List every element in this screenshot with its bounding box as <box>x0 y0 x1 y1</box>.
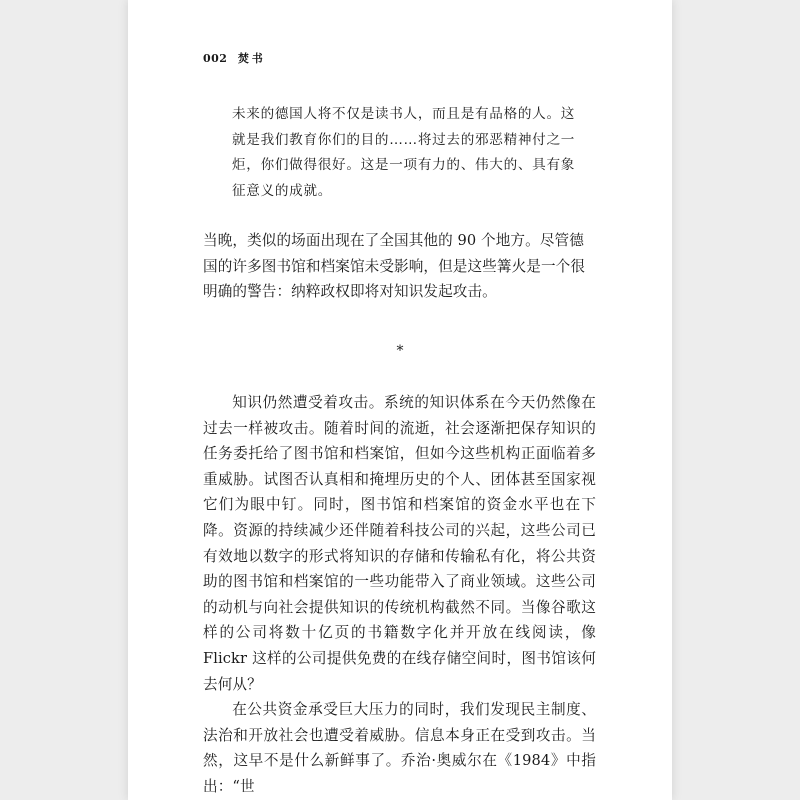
body-paragraph: 在公共资金承受巨大压力的同时，我们发现民主制度、法治和开放社会也遭受着威胁。信息本身正在受到攻击。当然，这早不是什么新鲜事了。乔治·奥威尔在《1984》中指出：“世 <box>203 701 596 795</box>
paragraph-text: 当晚，类似的场面出现在了全国其他的 90 个地方。尽管德国的许多图书馆和档案馆未受影响，但是这些篝火是一个很明确的警告：纳粹政权即将对知识发起攻击。 <box>203 232 586 300</box>
body-paragraph: 知识仍然遭受着攻击。系统的知识体系在今天仍然像在过去一样被攻击。随着时间的流逝，社会逐渐把保存知识的任务委托给了图书馆和档案馆，但如今这些机构正面临着多重威胁。试图否认真相和掩埋历史的个人、团体甚至国家视它们为眼中钉。同时，图书馆和档案馆的资金水平也在下降。资源的持续减少还伴随着科技公司的兴起，这些公司已有效地以数字的形式将知识的存储和传输私有化，将公共资助的图书馆和档案馆的一些功能带入了商业领域。这些公司的动机与向社会提供知识的传统机构截然不同。当像谷歌这样的公司将数十亿页的书籍数字化并开放在线阅读，像 Flickr 这样的公司提供免费的在线存储空间时，图书馆该何去何从？ <box>203 394 596 693</box>
body-text <box>203 390 596 800</box>
book-title: 焚书 <box>237 52 266 65</box>
paragraph-after-quote <box>203 228 596 305</box>
section-break-asterisk: * <box>396 343 404 359</box>
running-head <box>203 50 266 66</box>
quote-text: 未来的德国人将不仅是读书人，而且是有品格的人。这就是我们教育你们的目的……将过去的邪恶精神付之一炬，你们做得很好。这是一项有力的、伟大的、具有象征意义的成就。 <box>232 106 576 199</box>
page-number: 002 <box>203 52 228 65</box>
book-page <box>128 0 672 800</box>
block-quote <box>232 102 587 204</box>
